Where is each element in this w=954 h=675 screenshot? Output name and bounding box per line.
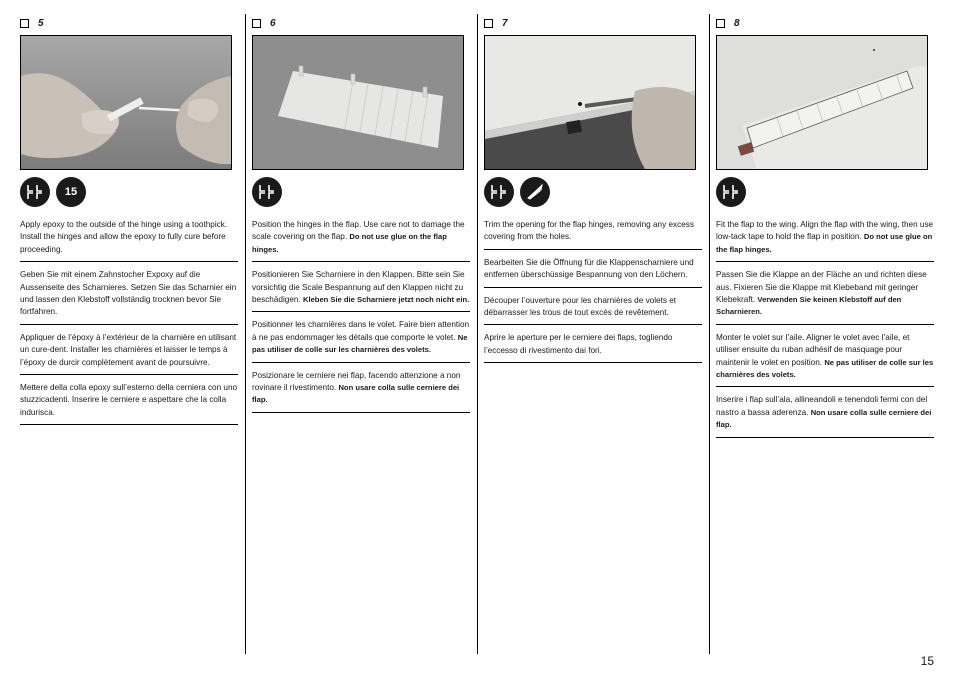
step-icons bbox=[484, 177, 550, 207]
step-header bbox=[484, 16, 508, 30]
step-5-photo bbox=[20, 35, 232, 170]
step-8-photo bbox=[716, 35, 928, 170]
step-8-column bbox=[716, 0, 934, 675]
step-number: 5 bbox=[38, 17, 44, 29]
hobby-knife-icon bbox=[520, 177, 550, 207]
step-text bbox=[20, 217, 238, 430]
step-icons bbox=[252, 177, 282, 207]
aileron-flap-icon bbox=[252, 177, 282, 207]
paragraph-french: Découper l’ouverture pour les charnières de volets et débarrasser les trous de tout excès de revêtement. bbox=[484, 293, 702, 326]
paragraph-italian: Aprire le aperture per le cerniere dei flaps, togliendo l’eccesso di rivestimento dai fori. bbox=[484, 330, 702, 363]
paragraph-english: Apply epoxy to the outside of the hinge using a toothpick. Install the hinges and allow the epoxy to fully cure before proceeding. bbox=[20, 217, 238, 262]
checkbox[interactable] bbox=[252, 19, 261, 28]
step-6-photo bbox=[252, 35, 464, 170]
paragraph-german: Geben Sie mit einem Zahnstocher Expoxy auf die Aussenseite des Scharnieres. Setzen Sie das Scharnier ein und lassen den Klebstoff vollständig trocknen bevor Sie fortfahren. bbox=[20, 267, 238, 325]
step-text bbox=[484, 217, 702, 368]
checkbox[interactable] bbox=[20, 19, 29, 28]
checkbox[interactable] bbox=[716, 19, 725, 28]
aileron-flap-icon bbox=[716, 177, 746, 207]
column-divider bbox=[709, 14, 710, 654]
paragraph-english: Fit the flap to the wing. Align the flap with the wing, then use low-tack tape to hold the flap in position. Do not use glue on the flap hinges. bbox=[716, 217, 934, 262]
step-header bbox=[252, 16, 276, 30]
paragraph-german: Bearbeiten Sie die Öffnung für die Klappenscharniere und entfernen überschüssige Bespannung von den Löchern. bbox=[484, 255, 702, 288]
step-6-column bbox=[252, 0, 470, 675]
step-header bbox=[716, 16, 740, 30]
paragraph-italian: Mettere della colla epoxy sull’esterno della cerniera con uno stuzzicadenti. Inserire le cerniere e aspettare che la colla indurisca. bbox=[20, 380, 238, 425]
paragraph-german: Positionieren Sie Scharniere in den Klappen. Bitte sein Sie vorsichtig die Scale Bespannung auf den Klappen nicht zu beschädigen. Kleben Sie die Scharniere jetzt noch nicht ein. bbox=[252, 267, 470, 312]
paragraph-english: Trim the opening for the flap hinges, removing any excess covering from the holes. bbox=[484, 217, 702, 250]
paragraph-french: Appliquer de l’époxy à l’extérieur de la charnière en utilisant un cure-dent. Installer les charnières et laisser le temps à l’époxy de durcir complètement avant de poursuivre. bbox=[20, 330, 238, 375]
column-divider bbox=[477, 14, 478, 654]
step-text bbox=[252, 217, 470, 418]
paragraph-french: Monter le volet sur l’aile. Aligner le volet avec l’aile, et utiliser ensuite du ruban adhésif de masquage pour maintenir le volet en position. Ne pas utiliser de colle sur les charnières des volets. bbox=[716, 330, 934, 388]
step-7-photo bbox=[484, 35, 696, 170]
paragraph-german: Passen Sie die Klappe an der Fläche an und richten diese aus. Fixieren Sie die Klappe mit Klebeband mit geringer Klebekraft. Verwenden Sie keinen Klebstoff auf den Scharnieren. bbox=[716, 267, 934, 325]
step-header bbox=[20, 16, 44, 30]
paragraph-french: Positionner les charnières dans le volet. Faire bien attention à ne pas endommager les détails que comporte le volet. Ne pas utiliser de colle sur les charnières des volets. bbox=[252, 317, 470, 362]
page-number: 15 bbox=[920, 654, 934, 668]
aileron-flap-icon bbox=[20, 177, 50, 207]
paragraph-italian: Inserire i flap sull’ala, allineandoli e tenendoli fermi con del nastro a bassa aderenza. Non usare colla sulle cerniere dei flap. bbox=[716, 392, 934, 437]
epoxy-15-min-badge-icon bbox=[56, 177, 86, 207]
checkbox[interactable] bbox=[484, 19, 493, 28]
step-icons bbox=[20, 177, 86, 207]
step-number: 7 bbox=[502, 17, 508, 29]
step-number: 6 bbox=[270, 17, 276, 29]
step-icons bbox=[716, 177, 746, 207]
badge-number: 15 bbox=[64, 186, 78, 198]
paragraph-italian: Posizionare le cerniere nei flap, facendo attenzione a non rovinare il rivestimento. Non usare colla sulle cerniere dei flap. bbox=[252, 368, 470, 413]
step-5-column bbox=[20, 0, 238, 675]
step-text bbox=[716, 217, 934, 443]
paragraph-english: Position the hinges in the flap. Use care not to damage the scale covering on the flap. Do not use glue on the flap hinges. bbox=[252, 217, 470, 262]
step-number: 8 bbox=[734, 17, 740, 29]
aileron-flap-icon bbox=[484, 177, 514, 207]
column-divider bbox=[245, 14, 246, 654]
step-7-column bbox=[484, 0, 702, 675]
